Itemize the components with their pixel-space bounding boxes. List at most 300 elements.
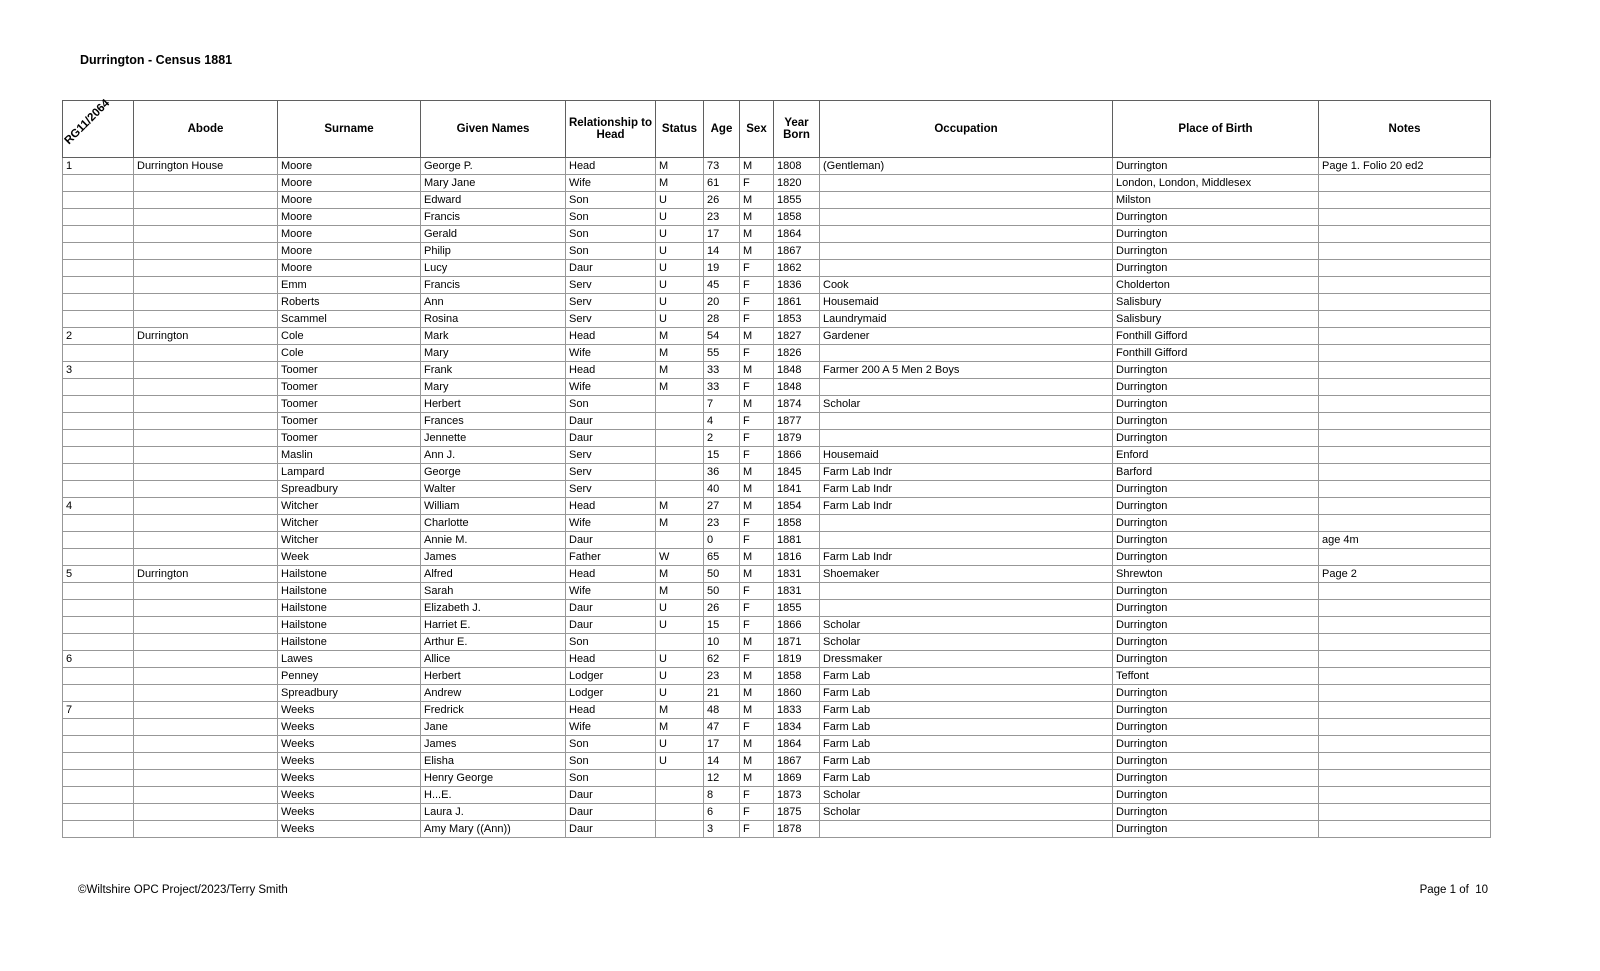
- table-row: [63, 753, 1491, 770]
- cell-sex: M: [740, 753, 774, 770]
- cell-relationship-to-head: Serv: [566, 311, 656, 328]
- cell-schedule-number: [63, 617, 134, 634]
- cell-year-born: 1873: [774, 787, 820, 804]
- cell-schedule-number: [63, 260, 134, 277]
- cell-schedule-number: 3: [63, 362, 134, 379]
- cell-abode: [134, 226, 278, 243]
- cell-notes: [1319, 804, 1491, 821]
- cell-given-names: Sarah: [421, 583, 566, 600]
- table-row: [63, 226, 1491, 243]
- cell-abode: [134, 175, 278, 192]
- cell-year-born: 1816: [774, 549, 820, 566]
- cell-given-names: Herbert: [421, 668, 566, 685]
- cell-occupation: Farm Lab: [820, 719, 1113, 736]
- cell-place-of-birth: Durrington: [1113, 702, 1319, 719]
- cell-place-of-birth: Durrington: [1113, 226, 1319, 243]
- cell-occupation: Farm Lab Indr: [820, 481, 1113, 498]
- cell-year-born: 1854: [774, 498, 820, 515]
- cell-surname: Penney: [278, 668, 421, 685]
- cell-occupation: Shoemaker: [820, 566, 1113, 583]
- cell-year-born: 1845: [774, 464, 820, 481]
- cell-sex: M: [740, 328, 774, 345]
- cell-sex: M: [740, 192, 774, 209]
- cell-abode: [134, 277, 278, 294]
- cell-year-born: 1855: [774, 600, 820, 617]
- cell-notes: [1319, 549, 1491, 566]
- cell-occupation: [820, 600, 1113, 617]
- cell-occupation: [820, 430, 1113, 447]
- cell-status: [656, 787, 704, 804]
- cell-place-of-birth: Shrewton: [1113, 566, 1319, 583]
- cell-surname: Moore: [278, 209, 421, 226]
- cell-occupation: Farm Lab Indr: [820, 498, 1113, 515]
- cell-year-born: 1874: [774, 396, 820, 413]
- table-row: [63, 345, 1491, 362]
- cell-sex: F: [740, 379, 774, 396]
- cell-status: [656, 770, 704, 787]
- cell-place-of-birth: Fonthill Gifford: [1113, 345, 1319, 362]
- cell-occupation: (Gentleman): [820, 158, 1113, 175]
- table-row: [63, 481, 1491, 498]
- cell-occupation: Farm Lab Indr: [820, 464, 1113, 481]
- cell-occupation: Scholar: [820, 396, 1113, 413]
- cell-abode: [134, 260, 278, 277]
- cell-abode: [134, 243, 278, 260]
- cell-status: U: [656, 736, 704, 753]
- cell-status: [656, 821, 704, 838]
- cell-sex: M: [740, 158, 774, 175]
- cell-given-names: Henry George: [421, 770, 566, 787]
- cell-given-names: Jennette: [421, 430, 566, 447]
- cell-abode: [134, 413, 278, 430]
- cell-year-born: 1820: [774, 175, 820, 192]
- cell-given-names: Alfred: [421, 566, 566, 583]
- table-row: [63, 549, 1491, 566]
- cell-given-names: Laura J.: [421, 804, 566, 821]
- cell-age: 50: [704, 583, 740, 600]
- table-row: [63, 192, 1491, 209]
- cell-sex: M: [740, 362, 774, 379]
- cell-notes: [1319, 787, 1491, 804]
- cell-abode: [134, 481, 278, 498]
- cell-notes: [1319, 651, 1491, 668]
- table-row: [63, 430, 1491, 447]
- cell-sex: F: [740, 294, 774, 311]
- cell-surname: Witcher: [278, 515, 421, 532]
- cell-given-names: Francis: [421, 277, 566, 294]
- cell-surname: Weeks: [278, 804, 421, 821]
- cell-given-names: Mary Jane: [421, 175, 566, 192]
- reference-label: RG11/2064: [62, 97, 113, 147]
- cell-surname: Moore: [278, 226, 421, 243]
- table-row: [63, 719, 1491, 736]
- cell-surname: Toomer: [278, 413, 421, 430]
- table-row: [63, 770, 1491, 787]
- table-row: [63, 243, 1491, 260]
- cell-schedule-number: [63, 600, 134, 617]
- cell-notes: [1319, 719, 1491, 736]
- cell-schedule-number: [63, 668, 134, 685]
- cell-relationship-to-head: Head: [566, 566, 656, 583]
- table-row: [63, 209, 1491, 226]
- cell-schedule-number: 5: [63, 566, 134, 583]
- cell-abode: [134, 583, 278, 600]
- cell-place-of-birth: Durrington: [1113, 600, 1319, 617]
- cell-given-names: Elisha: [421, 753, 566, 770]
- cell-age: 62: [704, 651, 740, 668]
- cell-age: 6: [704, 804, 740, 821]
- column-header-given-names: Given Names: [421, 101, 566, 158]
- cell-relationship-to-head: Wife: [566, 515, 656, 532]
- cell-given-names: James: [421, 736, 566, 753]
- cell-notes: [1319, 430, 1491, 447]
- cell-place-of-birth: Durrington: [1113, 821, 1319, 838]
- cell-status: [656, 804, 704, 821]
- cell-sex: F: [740, 532, 774, 549]
- cell-occupation: Dressmaker: [820, 651, 1113, 668]
- cell-relationship-to-head: Daur: [566, 260, 656, 277]
- cell-age: 26: [704, 600, 740, 617]
- cell-surname: Hailstone: [278, 566, 421, 583]
- cell-year-born: 1858: [774, 209, 820, 226]
- table-row: [63, 447, 1491, 464]
- cell-abode: Durrington House: [134, 158, 278, 175]
- cell-place-of-birth: Durrington: [1113, 515, 1319, 532]
- table-row: [63, 498, 1491, 515]
- cell-occupation: Farm Lab: [820, 753, 1113, 770]
- cell-abode: [134, 753, 278, 770]
- cell-status: U: [656, 753, 704, 770]
- cell-surname: Moore: [278, 175, 421, 192]
- cell-occupation: Scholar: [820, 617, 1113, 634]
- cell-schedule-number: [63, 634, 134, 651]
- cell-schedule-number: [63, 294, 134, 311]
- cell-schedule-number: [63, 821, 134, 838]
- table-row: [63, 821, 1491, 838]
- cell-place-of-birth: Salisbury: [1113, 311, 1319, 328]
- cell-surname: Weeks: [278, 787, 421, 804]
- cell-surname: Cole: [278, 345, 421, 362]
- table-row: [63, 413, 1491, 430]
- cell-sex: F: [740, 447, 774, 464]
- cell-age: 7: [704, 396, 740, 413]
- cell-surname: Weeks: [278, 770, 421, 787]
- table-row: [63, 515, 1491, 532]
- table-row: [63, 583, 1491, 600]
- cell-occupation: Housemaid: [820, 294, 1113, 311]
- cell-schedule-number: 2: [63, 328, 134, 345]
- cell-surname: Hailstone: [278, 583, 421, 600]
- cell-notes: [1319, 498, 1491, 515]
- cell-sex: M: [740, 736, 774, 753]
- cell-given-names: George: [421, 464, 566, 481]
- cell-notes: [1319, 668, 1491, 685]
- cell-given-names: Fredrick: [421, 702, 566, 719]
- cell-status: U: [656, 311, 704, 328]
- table-row: [63, 260, 1491, 277]
- cell-place-of-birth: Fonthill Gifford: [1113, 328, 1319, 345]
- cell-notes: [1319, 226, 1491, 243]
- cell-notes: [1319, 175, 1491, 192]
- cell-status: [656, 634, 704, 651]
- cell-relationship-to-head: Head: [566, 362, 656, 379]
- cell-given-names: Arthur E.: [421, 634, 566, 651]
- cell-notes: [1319, 192, 1491, 209]
- column-header-sex: Sex: [740, 101, 774, 158]
- column-header-age: Age: [704, 101, 740, 158]
- cell-relationship-to-head: Daur: [566, 600, 656, 617]
- cell-notes: [1319, 362, 1491, 379]
- column-header-notes: Notes: [1319, 101, 1491, 158]
- cell-status: M: [656, 158, 704, 175]
- table-row: [63, 175, 1491, 192]
- cell-status: U: [656, 192, 704, 209]
- cell-occupation: [820, 226, 1113, 243]
- cell-surname: Moore: [278, 158, 421, 175]
- cell-schedule-number: [63, 226, 134, 243]
- cell-occupation: Scholar: [820, 787, 1113, 804]
- cell-abode: [134, 396, 278, 413]
- cell-abode: Durrington: [134, 566, 278, 583]
- cell-schedule-number: 4: [63, 498, 134, 515]
- cell-sex: F: [740, 600, 774, 617]
- table-row: [63, 158, 1491, 175]
- cell-year-born: 1860: [774, 685, 820, 702]
- cell-relationship-to-head: Lodger: [566, 685, 656, 702]
- cell-abode: [134, 804, 278, 821]
- cell-notes: [1319, 243, 1491, 260]
- cell-sex: M: [740, 243, 774, 260]
- cell-abode: [134, 685, 278, 702]
- cell-abode: [134, 668, 278, 685]
- cell-schedule-number: 6: [63, 651, 134, 668]
- cell-given-names: Amy Mary ((Ann)): [421, 821, 566, 838]
- cell-abode: [134, 345, 278, 362]
- cell-year-born: 1848: [774, 379, 820, 396]
- header-row: [63, 101, 1491, 158]
- cell-age: 61: [704, 175, 740, 192]
- cell-status: [656, 532, 704, 549]
- cell-place-of-birth: Durrington: [1113, 685, 1319, 702]
- cell-age: 26: [704, 192, 740, 209]
- cell-abode: [134, 447, 278, 464]
- cell-given-names: Francis: [421, 209, 566, 226]
- cell-schedule-number: [63, 532, 134, 549]
- cell-schedule-number: [63, 804, 134, 821]
- cell-age: 23: [704, 209, 740, 226]
- cell-relationship-to-head: Son: [566, 209, 656, 226]
- cell-schedule-number: [63, 736, 134, 753]
- cell-status: M: [656, 583, 704, 600]
- cell-notes: Page 1. Folio 20 ed2: [1319, 158, 1491, 175]
- cell-surname: Moore: [278, 260, 421, 277]
- cell-occupation: Cook: [820, 277, 1113, 294]
- cell-schedule-number: [63, 175, 134, 192]
- cell-age: 45: [704, 277, 740, 294]
- cell-occupation: [820, 821, 1113, 838]
- cell-relationship-to-head: Daur: [566, 532, 656, 549]
- cell-abode: [134, 498, 278, 515]
- cell-sex: F: [740, 651, 774, 668]
- cell-relationship-to-head: Serv: [566, 464, 656, 481]
- cell-sex: F: [740, 583, 774, 600]
- cell-schedule-number: [63, 447, 134, 464]
- cell-age: 73: [704, 158, 740, 175]
- cell-abode: [134, 192, 278, 209]
- cell-notes: [1319, 685, 1491, 702]
- cell-occupation: Farm Lab: [820, 668, 1113, 685]
- cell-year-born: 1862: [774, 260, 820, 277]
- table-body: [63, 158, 1491, 838]
- cell-occupation: [820, 515, 1113, 532]
- cell-sex: M: [740, 668, 774, 685]
- cell-notes: [1319, 396, 1491, 413]
- cell-age: 65: [704, 549, 740, 566]
- cell-year-born: 1864: [774, 736, 820, 753]
- cell-age: 33: [704, 362, 740, 379]
- cell-schedule-number: 1: [63, 158, 134, 175]
- cell-age: 10: [704, 634, 740, 651]
- cell-place-of-birth: Teffont: [1113, 668, 1319, 685]
- cell-sex: F: [740, 617, 774, 634]
- cell-surname: Moore: [278, 192, 421, 209]
- cell-relationship-to-head: Daur: [566, 430, 656, 447]
- cell-sex: F: [740, 175, 774, 192]
- cell-given-names: James: [421, 549, 566, 566]
- cell-notes: [1319, 770, 1491, 787]
- cell-abode: [134, 651, 278, 668]
- cell-abode: [134, 787, 278, 804]
- cell-occupation: Farm Lab Indr: [820, 549, 1113, 566]
- cell-age: 3: [704, 821, 740, 838]
- cell-year-born: 1871: [774, 634, 820, 651]
- cell-surname: Toomer: [278, 379, 421, 396]
- cell-relationship-to-head: Serv: [566, 294, 656, 311]
- cell-occupation: [820, 379, 1113, 396]
- cell-year-born: 1855: [774, 192, 820, 209]
- cell-relationship-to-head: Son: [566, 770, 656, 787]
- cell-surname: Hailstone: [278, 600, 421, 617]
- cell-schedule-number: [63, 787, 134, 804]
- cell-year-born: 1866: [774, 447, 820, 464]
- cell-status: M: [656, 328, 704, 345]
- cell-occupation: [820, 583, 1113, 600]
- table-row: [63, 736, 1491, 753]
- cell-notes: [1319, 515, 1491, 532]
- cell-place-of-birth: Durrington: [1113, 396, 1319, 413]
- cell-schedule-number: [63, 583, 134, 600]
- cell-notes: [1319, 277, 1491, 294]
- table-row: [63, 702, 1491, 719]
- cell-year-born: 1808: [774, 158, 820, 175]
- cell-notes: [1319, 481, 1491, 498]
- cell-relationship-to-head: Son: [566, 396, 656, 413]
- cell-status: W: [656, 549, 704, 566]
- cell-abode: [134, 719, 278, 736]
- cell-abode: [134, 549, 278, 566]
- cell-year-born: 1869: [774, 770, 820, 787]
- cell-notes: [1319, 702, 1491, 719]
- cell-status: U: [656, 226, 704, 243]
- cell-status: U: [656, 617, 704, 634]
- table-row: [63, 464, 1491, 481]
- cell-age: 17: [704, 736, 740, 753]
- cell-place-of-birth: Durrington: [1113, 736, 1319, 753]
- cell-age: 50: [704, 566, 740, 583]
- cell-place-of-birth: Durrington: [1113, 413, 1319, 430]
- cell-status: M: [656, 498, 704, 515]
- cell-surname: Weeks: [278, 719, 421, 736]
- cell-year-born: 1831: [774, 583, 820, 600]
- cell-surname: Spreadbury: [278, 685, 421, 702]
- cell-year-born: 1858: [774, 515, 820, 532]
- cell-relationship-to-head: Serv: [566, 481, 656, 498]
- cell-year-born: 1833: [774, 702, 820, 719]
- column-header-occupation: Occupation: [820, 101, 1113, 158]
- cell-age: 55: [704, 345, 740, 362]
- cell-abode: Durrington: [134, 328, 278, 345]
- cell-schedule-number: [63, 192, 134, 209]
- cell-notes: [1319, 600, 1491, 617]
- cell-surname: Hailstone: [278, 634, 421, 651]
- cell-schedule-number: [63, 277, 134, 294]
- cell-abode: [134, 532, 278, 549]
- cell-given-names: George P.: [421, 158, 566, 175]
- cell-place-of-birth: Durrington: [1113, 651, 1319, 668]
- column-header-place-of-birth: Place of Birth: [1113, 101, 1319, 158]
- cell-status: U: [656, 651, 704, 668]
- cell-sex: M: [740, 396, 774, 413]
- cell-age: 21: [704, 685, 740, 702]
- cell-surname: Weeks: [278, 702, 421, 719]
- column-header-status: Status: [656, 101, 704, 158]
- cell-surname: Toomer: [278, 396, 421, 413]
- cell-status: M: [656, 719, 704, 736]
- cell-age: 20: [704, 294, 740, 311]
- cell-relationship-to-head: Son: [566, 736, 656, 753]
- cell-occupation: Farm Lab: [820, 702, 1113, 719]
- cell-sex: F: [740, 413, 774, 430]
- cell-occupation: Scholar: [820, 804, 1113, 821]
- cell-sex: F: [740, 430, 774, 447]
- cell-occupation: [820, 243, 1113, 260]
- cell-surname: Scammel: [278, 311, 421, 328]
- cell-relationship-to-head: Head: [566, 702, 656, 719]
- cell-surname: Witcher: [278, 532, 421, 549]
- cell-place-of-birth: Durrington: [1113, 770, 1319, 787]
- cell-year-born: 1834: [774, 719, 820, 736]
- cell-sex: F: [740, 277, 774, 294]
- cell-relationship-to-head: Daur: [566, 413, 656, 430]
- cell-notes: [1319, 260, 1491, 277]
- table-row: [63, 328, 1491, 345]
- cell-abode: [134, 515, 278, 532]
- cell-place-of-birth: London, London, Middlesex: [1113, 175, 1319, 192]
- cell-schedule-number: [63, 770, 134, 787]
- cell-abode: [134, 311, 278, 328]
- cell-year-born: 1881: [774, 532, 820, 549]
- cell-relationship-to-head: Lodger: [566, 668, 656, 685]
- cell-place-of-birth: Durrington: [1113, 719, 1319, 736]
- cell-age: 2: [704, 430, 740, 447]
- cell-abode: [134, 209, 278, 226]
- cell-given-names: Philip: [421, 243, 566, 260]
- cell-year-born: 1867: [774, 753, 820, 770]
- cell-sex: F: [740, 345, 774, 362]
- cell-age: 23: [704, 515, 740, 532]
- cell-place-of-birth: Durrington: [1113, 362, 1319, 379]
- cell-age: 19: [704, 260, 740, 277]
